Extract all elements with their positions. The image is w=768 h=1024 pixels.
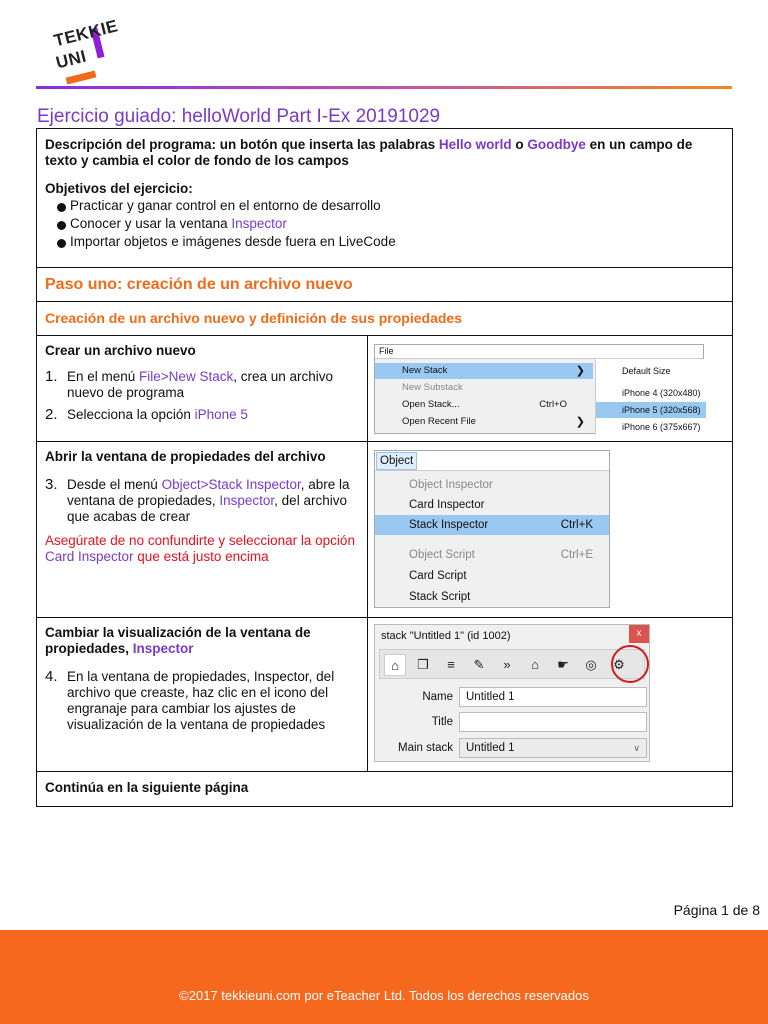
stack-inspector-link[interactable]: Object>Stack Inspector [161,477,301,492]
file-menu-screenshot [374,344,704,434]
menu-item-stack-inspector[interactable]: Stack Inspector Ctrl+K [375,515,609,535]
menu-item-card-script[interactable]: Card Script [409,570,467,582]
main-stack-select[interactable]: Untitled 1 ∨ [459,738,647,758]
highlight-circle [611,645,649,683]
step-open-inspector [37,442,732,618]
objective-item: Importar objetos e imágenes desde fuera en LiveCode [45,233,724,251]
section-subtitle: Creación de un archivo nuevo y definición de sus propiedades [37,302,732,336]
step-heading: Cambiar la visualización de la ventana de propiedades, Inspector [45,625,311,656]
object-menu-title[interactable]: Object [376,452,417,470]
new-stack-submenu [595,359,705,435]
step-open-inspector-text [37,442,368,617]
home-icon[interactable]: ⌂ [384,654,406,676]
iphone5-link[interactable]: iPhone 5 [194,407,248,422]
menu-item-object-inspector[interactable]: Object Inspector [409,479,493,491]
logo-line2: UNI [54,46,89,73]
hello-world-text: Hello world [438,137,512,152]
objective-item: Conocer y usar la ventana Inspector [45,215,724,233]
step-item: 3. Desde el menú Object>Stack Inspector, abre la ventana de propiedades, Inspector, del archivo que acabas de crear [45,476,350,524]
object-menu-screenshot [374,450,610,608]
inspector-toolbar [379,649,645,679]
submenu-default-size[interactable]: Default Size [622,366,671,376]
step-item: 1. En el menú File>New Stack, crea un archivo nuevo de programa [45,368,334,400]
chevron-down-icon: ∨ [633,743,640,753]
submenu-iphone4[interactable]: iPhone 4 (320x480) [622,388,701,398]
chevron-right-icon: ❯ [575,365,585,377]
menu-item-card-inspector[interactable]: Card Inspector [409,499,485,511]
step-change-view-text [37,618,368,771]
gear-icon[interactable]: ⚙ [613,657,625,672]
unlock-icon[interactable]: ⌂ [531,657,539,672]
logo-bar-accent [66,70,97,84]
inspector-link[interactable]: Inspector [132,641,194,656]
inspector-link[interactable]: Inspector [231,216,287,231]
name-field[interactable]: Untitled 1 [459,687,647,707]
objectives-title: Objetivos del ejercicio: [45,181,193,196]
page-title: Ejercicio guiado: helloWorld Part I-Ex 20191029 [37,106,441,127]
step-create-file-text [37,336,368,441]
copyright-text: ©2017 tekkieuni.com por eTeacher Ltd. Todos los derechos reservados [179,988,589,1003]
menu-item-object-script[interactable]: Object Script Ctrl+E [409,549,593,561]
step-one-heading: Paso uno: creación de un archivo nuevo [37,268,732,302]
hand-icon[interactable]: ☛ [557,657,569,672]
intro-section [37,129,732,268]
step-heading: Crear un archivo nuevo [45,343,196,358]
goodbye-text: Goodbye [527,137,586,152]
chevrons-right-icon[interactable]: » [503,657,511,672]
objective-item: Practicar y ganar control en el entorno de desarrollo [45,197,724,215]
menu-item-open-stack[interactable]: Open Stack... Ctrl+O [402,399,567,410]
inspector-screenshot [374,624,650,762]
header-divider [36,86,732,89]
menu-item-open-recent[interactable]: Open Recent File ❯ [402,416,585,428]
step-item: 4. En la ventana de propiedades, Inspector, del archivo que creaste, haz clic en el icono del engranaje para cambiar los ajustes de visualización de la ventana de propiedades [45,668,335,732]
submenu-iphone5[interactable]: iPhone 5 (320x568) [596,402,706,418]
step-item: 2. Selecciona la opción iPhone 5 [45,406,248,423]
exercise-table [36,128,733,807]
footer [0,930,768,1024]
menu-item-stack-script[interactable]: Stack Script [409,591,471,603]
title-field[interactable] [459,712,647,732]
card-inspector-link[interactable]: Card Inspector [45,549,134,564]
copy-icon[interactable]: ❐ [417,657,429,672]
warning-note: Asegúrate de no confundirte y seleccionar la opción Card Inspector que está justo encima [45,533,355,564]
page-number: Página 1 de 8 [673,902,760,918]
target-icon[interactable]: ◎ [585,657,597,672]
pencil-icon[interactable]: ✎ [473,657,485,672]
program-description: Descripción del programa: un botón que inserta las palabras Hello world o Goodbye en un campo de texto y cambia el color de fondo de los campos [45,137,693,168]
main-stack-label: Main stack [398,742,453,754]
menu-item-new-stack[interactable]: New Stack ❯ [375,363,593,379]
bullet-icon [57,239,66,248]
chevron-right-icon: ❯ [575,416,585,428]
logo-line1: TEKKIE [52,16,120,51]
file-menu-title[interactable]: File [379,346,394,356]
submenu-iphone6[interactable]: iPhone 6 (375x667) [622,422,701,432]
close-icon[interactable]: x [629,625,649,643]
name-label: Name [422,691,453,703]
inspector-title: stack "Untitled 1" (id 1002) [381,630,511,642]
inspector-link[interactable]: Inspector [219,493,275,508]
file-new-stack-link[interactable]: File>New Stack [139,369,234,384]
bullet-icon [57,203,66,212]
step-create-file [37,336,732,442]
bullet-icon [57,221,66,230]
database-icon[interactable]: ≡ [447,657,455,672]
step-heading: Abrir la ventana de propiedades del archivo [45,449,326,464]
continue-note: Continúa en la siguiente página [45,780,249,795]
title-label: Title [431,716,453,728]
logo [46,16,120,78]
menu-item-new-substack[interactable]: New Substack [402,382,463,393]
step-change-view [37,618,732,772]
